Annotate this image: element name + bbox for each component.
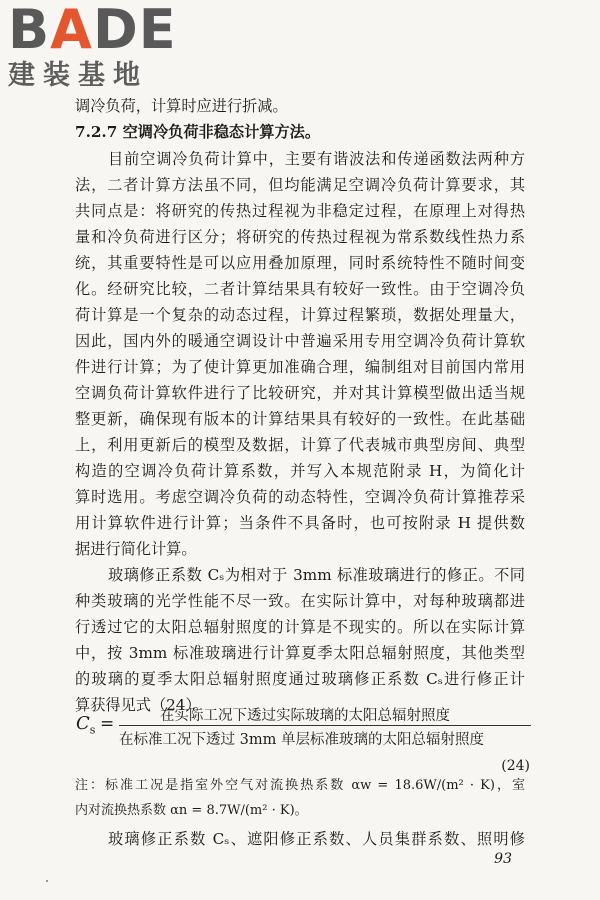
formula-denominator: 在标准工况下透过 3mm 单层标准玻璃的太阳总辐射照度 <box>119 732 484 748</box>
bade-logo <box>8 2 177 91</box>
text-line: 用计算软件进行计算；当条件不具备时，也可按附录 H 提供数 <box>75 514 525 532</box>
section-heading: 7.2.7 空调冷负荷非稳态计算方法。 <box>75 123 321 141</box>
text-line: 算时选用。考虑空调冷负荷的动态特性，空调冷负荷计算推荐采 <box>75 488 525 506</box>
scan-speck <box>46 880 48 882</box>
text-line: 空调负荷计算软件进行了比较研究，并对其计算模型做出适当规 <box>75 384 525 402</box>
text-line: 法，二者计算方法虽不同，但均能满足空调冷负荷计算要求，其 <box>75 176 525 194</box>
text-line: 件进行计算；为了使计算更加准确合理，编制组对目前国内常用 <box>75 358 525 376</box>
formula-24 <box>76 704 526 754</box>
logo-wordmark: BADE <box>8 0 177 61</box>
note-line: 注：标准工况是指室外空气对流换热系数 αw = 18.6W/(m² · K)，室 <box>75 778 525 793</box>
text-line: 算获得见式（24）。 <box>75 696 209 714</box>
fraction-bar <box>119 725 531 726</box>
note-line: 内对流换热系数 αn = 8.7W/(m² · K)。 <box>75 803 308 818</box>
text-line: 据进行简化计算。 <box>75 540 197 558</box>
text-line: 统，其重要特性是可以应用叠加原理，同时系统特性不随时间变 <box>75 254 525 272</box>
formula-symbol: $C_s$ <box>76 713 96 737</box>
text-line: 化。经研究比较，二者计算结果具有较好一致性。由于空调冷负 <box>75 280 525 298</box>
text-line: 行透过它的太阳总辐射照度的计算是不现实的。所以在实际计算 <box>75 618 525 636</box>
text-line: 玻璃修正系数 Cₛ、遮阳修正系数、人员集群系数、照明修 <box>108 830 525 848</box>
text-line: 因此，国内外的暖通空调设计中普遍采用专用空调冷负荷计算软 <box>75 332 525 350</box>
text-line: 荷计算是一个复杂的动态过程，计算过程繁琐，数据处理量大， <box>75 306 525 324</box>
formula-equals: = <box>100 714 115 734</box>
formula-numerator: 在实际工况下透过实际玻璃的太阳总辐射照度 <box>160 708 450 724</box>
logo-subtitle: 建装基地 <box>8 60 148 91</box>
text-line: 量和冷负荷进行区分；将研究的传热过程视为常系数线性热力系 <box>75 228 525 246</box>
text-line: 构造的空调冷负荷计算系数，并写入本规范附录 H，为简化计 <box>75 462 525 480</box>
text-line: 的玻璃的夏季太阳总辐射照度通过玻璃修正系数 Cₛ进行修正计 <box>75 670 525 688</box>
text-line: 共同点是：将研究的传热过程视为非稳定过程，在原理上对得热 <box>75 202 525 220</box>
text-line: 玻璃修正系数 Cₛ为相对于 3mm 标准玻璃进行的修正。不同 <box>108 566 525 584</box>
text-line: 整更新，确保现有版本的计算结果具有较好的一致性。在此基础 <box>75 410 525 428</box>
text-line: 目前空调冷负荷计算中，主要有谐波法和传递函数法两种方 <box>108 150 525 168</box>
text-line: 上，利用更新后的模型及数据，计算了代表城市典型房间、典型 <box>75 436 525 454</box>
text-line: 中，按 3mm 标准玻璃进行计算夏季太阳总辐射照度，其他类型 <box>75 644 525 662</box>
page-number: 93 <box>494 851 512 867</box>
text-line: 调冷负荷，计算时应进行折减。 <box>75 97 288 115</box>
text-line: 种类玻璃的光学性能不尽一致。在实际计算中，对每种玻璃都进 <box>75 592 525 610</box>
equation-number: (24) <box>501 758 530 774</box>
